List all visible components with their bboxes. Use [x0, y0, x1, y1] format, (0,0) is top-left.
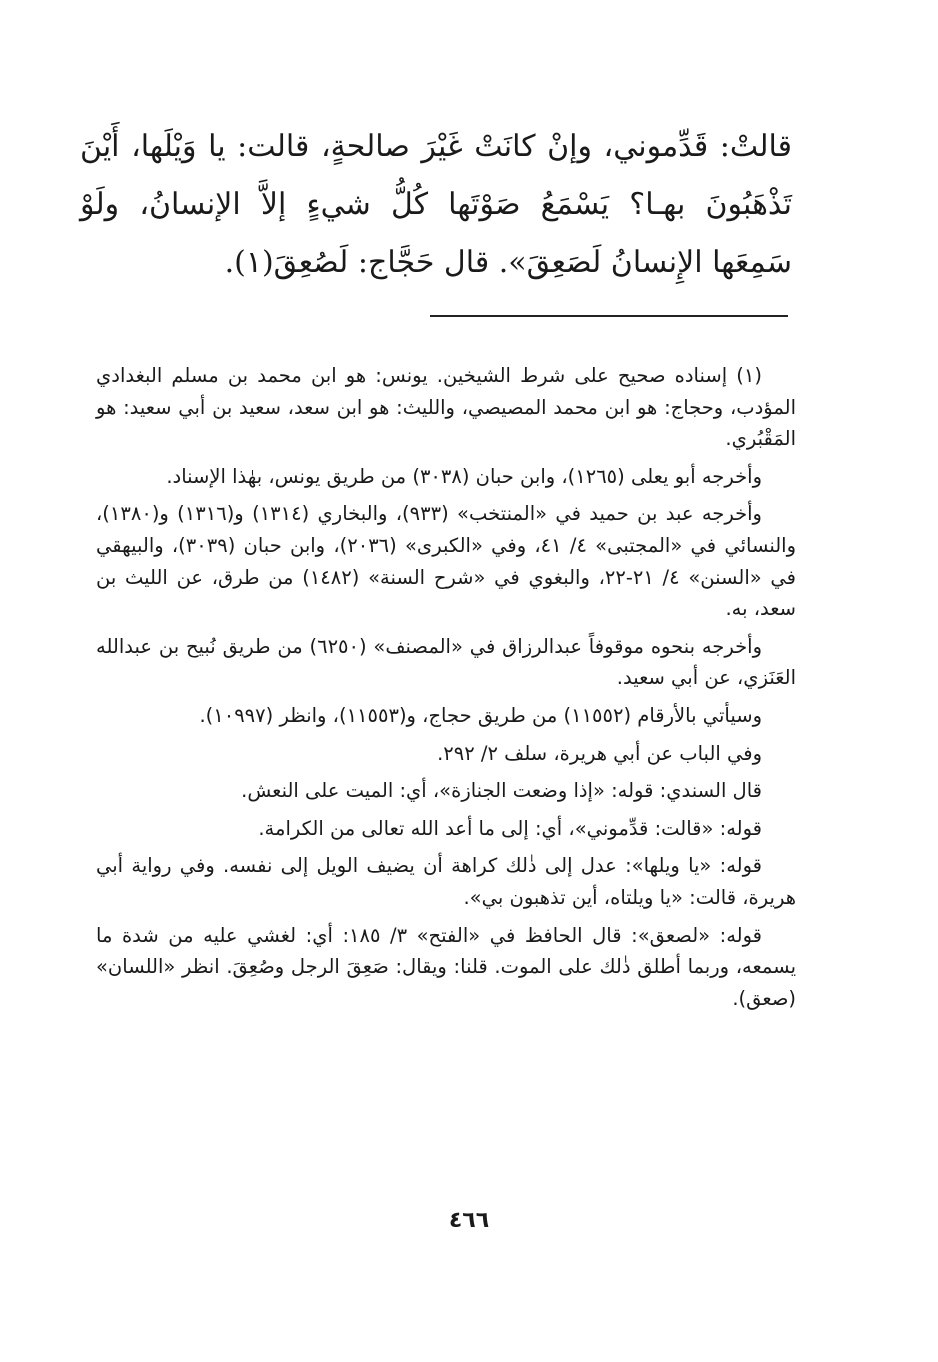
footnote-divider	[430, 315, 788, 317]
footnote-1: (١) إسناده صحيح على شرط الشيخين. يونس: هو ابن محمد بن مسلم البغدادي المؤدب، وحجاج: هو ابن محمد المصيصي، والليث: هو ابن سعد، سعيد بن أبي سعيد: هو المَقْبُري.	[96, 364, 796, 451]
footnote-paragraph: وسيأتي بالأرقام (١١٥٥٢) من طريق حجاج، و(١١٥٥٣)، وانظر (١٠٩٩٧).	[199, 703, 762, 727]
footnote-paragraph: قوله: «لصعق»: قال الحافظ في «الفتح» ٣/ ١٨٥: أي: لغشي عليه من شدة ما يسمعه، وربما أطلق ذٰلك على الموت. قلنا: ويقال: صَعِقَ الرجل وصُعِقَ. انظر «اللسان» (صعق).	[96, 923, 796, 1010]
footnote-paragraph: وأخرجه بنحوه موقوفاً عبدالرزاق في «المصنف» (٦٢٥٠) من طريق نُبيح بن عبدالله العَنَزي، عن أبي سعيد.	[96, 634, 796, 690]
footnote-paragraph: قوله: «قالت: قدِّموني»، أي: إلى ما أعد الله تعالى من الكرامة.	[258, 816, 762, 840]
footnote-paragraph: وفي الباب عن أبي هريرة، سلف ٢/ ٢٩٢.	[437, 741, 762, 765]
footnote-paragraph: وأخرجه عبد بن حميد في «المنتخب» (٩٣٣)، والبخاري (١٣١٤) و(١٣١٦) و(١٣٨٠)، والنسائي في «المجتبى» ٤/ ٤١، وفي «الكبرى» (٢٠٣٦)، وابن حبان (٣٠٣٩)، والبيهقي في «السنن» ٤/ ٢١-٢٢، والبغوي في «شرح السنة» (١٤٨٢) من طرق، عن الليث بن سعد، به.	[96, 502, 796, 621]
footnote-paragraph: قال السندي: قوله: «إذا وضعت الجنازة»، أي: الميت على النعش.	[241, 779, 762, 803]
footnotes-block	[96, 360, 796, 1020]
footnote-paragraph: قوله: «يا ويلها»: عدل إلى ذٰلك كراهة أن يضيف الويل إلى نفسه. وفي رواية أبي هريرة، قالت: «يا ويلتاه، أين تذهبون بي».	[96, 854, 796, 909]
page-number: ٤٦٦	[448, 1208, 490, 1233]
main-paragraph: قالتْ: قَدِّموني، وإنْ كانَتْ غَيْرَ صالحةٍ، قالت: يا وَيْلَها، أَيْنَ تَذْهَبُونَ بهـا؟ يَسْمَعُ صَوْتَها كُلُّ شيءٍ إلاَّ الإنسانُ، ولَوْ سَمِعَها الإِنسانُ لَصَعِقَ». قال حَجَّاج: لَصُعِقَ(١).	[80, 129, 792, 280]
footnote-paragraph: وأخرجه أبو يعلى (١٢٦٥)، وابن حبان (٣٠٣٨) من طريق يونس، بهٰذا الإسناد.	[166, 464, 762, 488]
main-text-block	[80, 118, 792, 292]
